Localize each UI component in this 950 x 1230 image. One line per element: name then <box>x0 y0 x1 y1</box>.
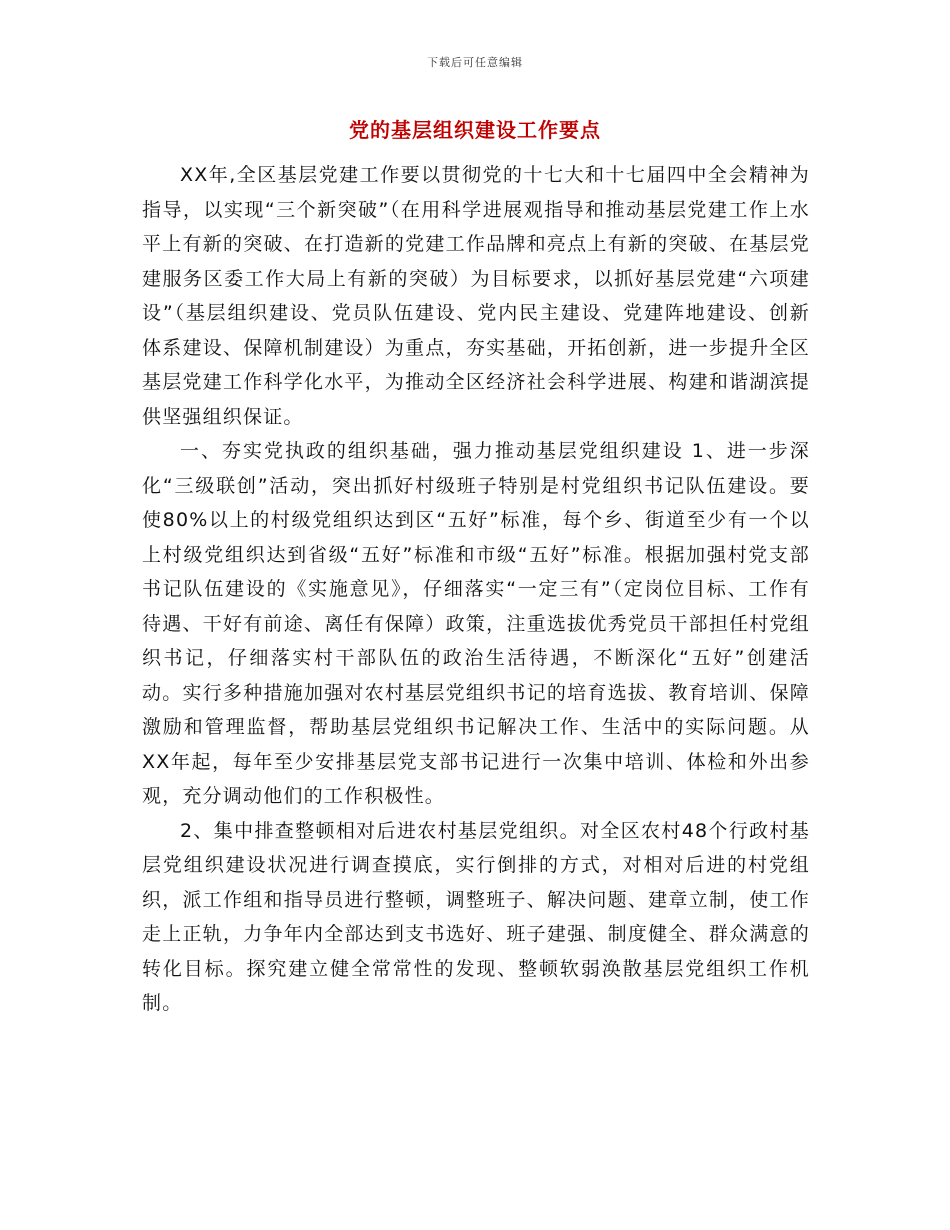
header-note: 下载后可任意编辑 <box>427 56 523 69</box>
paragraph-intro: XX年,全区基层党建工作要以贯彻党的十七大和十七届四中全会精神为指导，以实现“三个新突破”（在用科学进展观指导和推动基层党建工作上水平上有新的突破、在打造新的党建工作品牌和亮点上有新的突破、在基层党建服务区委工作大局上有新的突破）为目标要求，以抓好基层党建“六项建设”（基层组织建设、党员队伍建设、党内民主建设、党建阵地建设、创新体系建设、保障机制建设）为重点，夯实基础，开拓创新，进一步提升全区基层党建工作科学化水平，为推动全区经济社会科学进展、构建和谐湖滨提供坚强组织保证。 <box>142 164 810 428</box>
paragraph-section-1: 一、夯实党执政的组织基础，强力推动基层党组织建设 1、进一步深化“三级联创”活动，突出抓好村级班子特别是村党组织书记队伍建设。要使80%以上的村级党组织达到区“五好”标准，每个乡、街道至少有一个以上村级党组织达到省级“五好”标准和市级“五好”标准。根据加强村党支部书记队伍建设的《实施意见》，仔细落实“一定三有”（定岗位目标、工作有待遇、干好有前途、离任有保障）政策，注重选拔优秀党员干部担任村党组织书记，仔细落实村干部队伍的政治生活待遇，不断深化“五好”创建活动。实行多种措施加强对农村基层党组织书记的培育选拔、教育培训、保障激励和管理监督，帮助基层党组织书记解决工作、生活中的实际问题。从XX年起，每年至少安排基层党支部书记进行一次集中培训、体检和外出参观，充分调动他们的工作积极性。 <box>142 440 810 807</box>
document-title: 党的基层组织建设工作要点 <box>349 118 601 142</box>
paragraph-section-2: 2、集中排查整顿相对后进农村基层党组织。对全区农村48个行政村基层党组织建设状况进行调查摸底，实行倒排的方式，对相对后进的村党组织，派工作组和指导员进行整顿，调整班子、解决问题、建章立制，使工作走上正轨，力争年内全部达到支书选好、班子建强、制度健全、群众满意的转化目标。探究建立健全常常性的发现、整顿软弱涣散基层党组织工作机制。 <box>142 819 810 1014</box>
document-body <box>142 158 810 1021</box>
